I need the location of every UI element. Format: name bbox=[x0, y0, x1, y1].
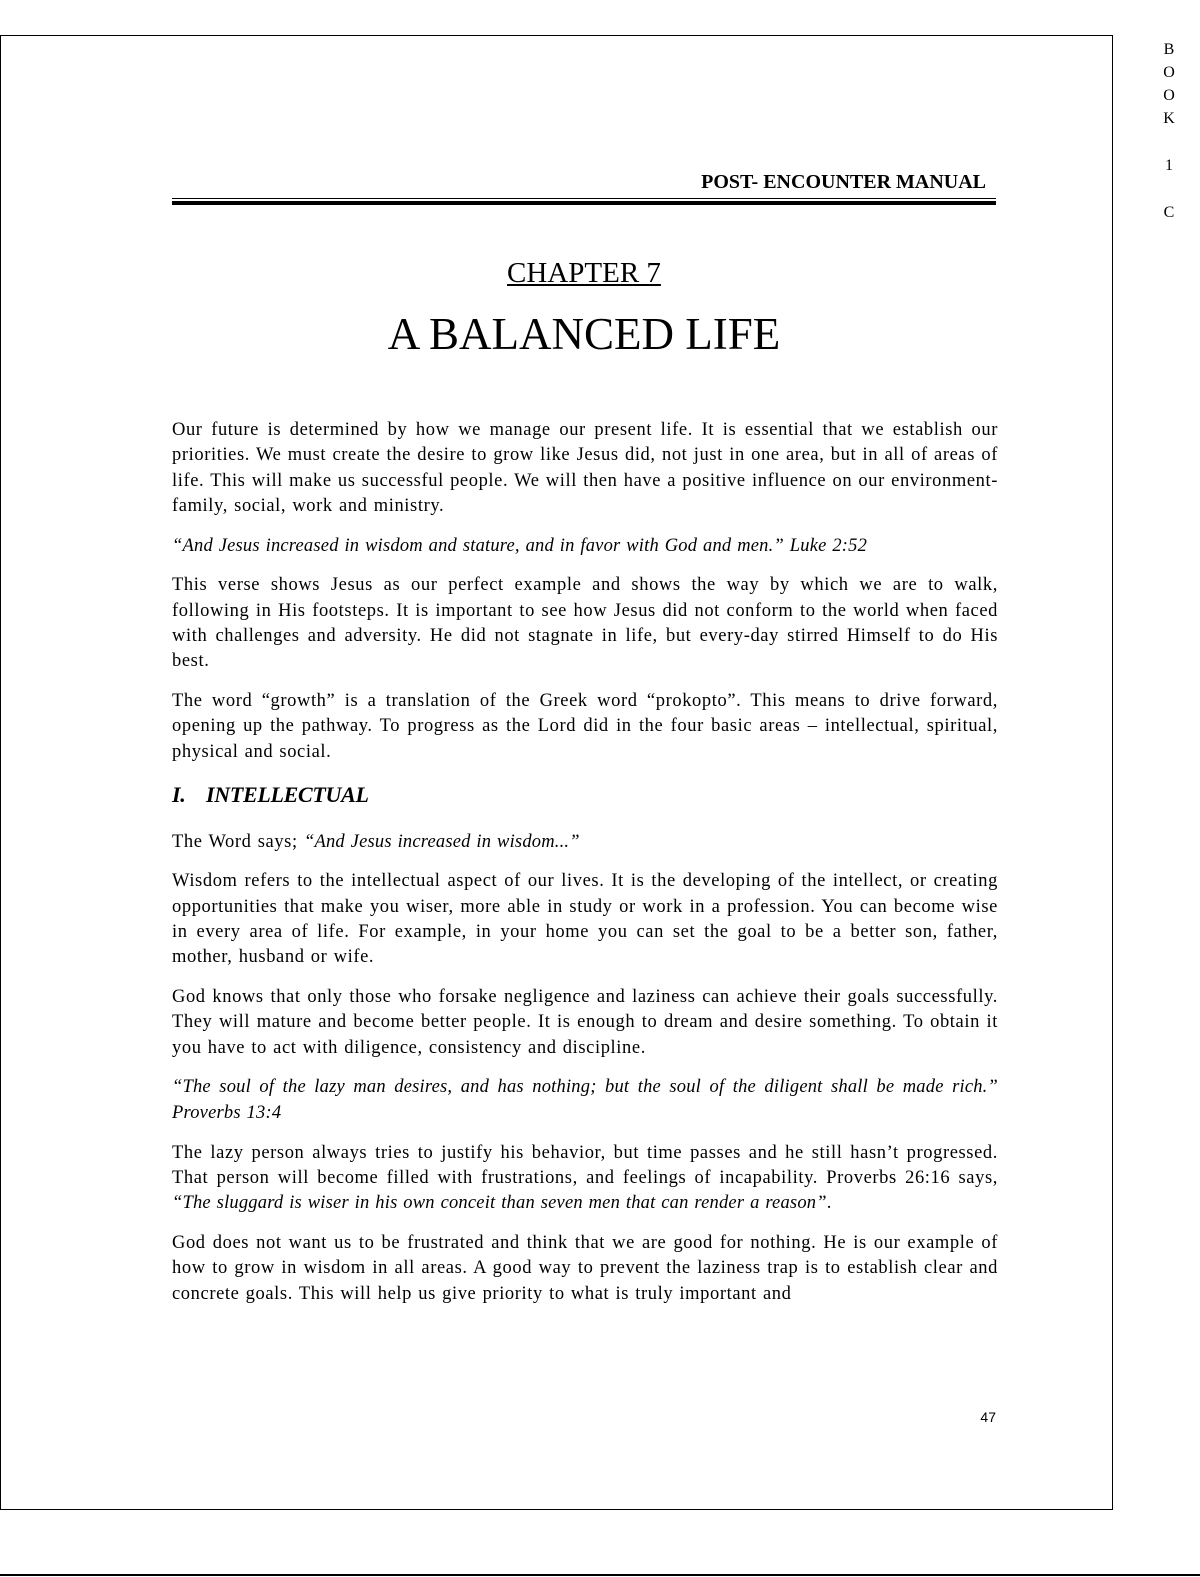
verse-quote: “And Jesus increased in wisdom and stature, and in favor with God and men.” Luke 2:52 bbox=[172, 535, 868, 556]
lazy-text: The lazy person always tries to justify his behavior, but time passes and he still hasn’t progressed. That person will become filled with frustrations, and feelings of incapability. Proverbs 26:16 says, bbox=[172, 1142, 998, 1188]
verse-quote: “The soul of the lazy man desires, and has nothing; but the soul of the diligent shall be made rich.” Proverbs 13:4 bbox=[172, 1077, 998, 1123]
bottom-border bbox=[0, 1574, 1200, 1576]
side-tab-book-letter: C bbox=[1163, 204, 1175, 221]
section-title: INTELLECTUAL bbox=[206, 781, 369, 807]
paragraph: God does not want us to be frustrated and think that we are good for nothing. He is our example of how to grow in wisdom in all areas. A good way to prevent the laziness trap is to establish clear and concrete goals. This will help us give priority to what is truly important and bbox=[172, 1232, 998, 1304]
side-tab-letter: B bbox=[1163, 41, 1175, 58]
paragraph: God knows that only those who forsake negligence and laziness can achieve their goals successfully. They will mature and become better people. It is enough to dream and desire something. To obtain it you have to act with diligence, consistency and discipline. bbox=[172, 987, 998, 1058]
manual-title: POST- ENCOUNTER MANUAL bbox=[701, 171, 986, 193]
side-tab-letter: O bbox=[1163, 87, 1175, 104]
lazy-quote: “The sluggard is wiser in his own conceit than seven men that can render a reason” bbox=[172, 1193, 827, 1214]
section-number: I. bbox=[172, 781, 186, 807]
side-tab-spacer bbox=[1157, 177, 1181, 201]
section-heading bbox=[172, 780, 998, 810]
paragraph: Wisdom refers to the intellectual aspect of our lives. It is the developing of the intellect, or creating opportunities that make you wiser, more able in study or work in a profession. You can become wise in every area of life. For example, in your home you can set the goal to be a better son, father, mother, husband or wife. bbox=[172, 871, 998, 968]
lazy-suffix: . bbox=[826, 1193, 832, 1214]
chapter-label: CHAPTER 7 bbox=[507, 257, 661, 289]
paragraph: The word “growth” is a translation of the Greek word “prokopto”. This means to drive forward, opening up the pathway. To progress as the Lord did in the four basic areas – intellectual, spiritual, physical and social. bbox=[172, 691, 998, 762]
book-side-tab bbox=[1157, 38, 1181, 224]
paragraph: This verse shows Jesus as our perfect example and shows the way by which we are to walk, following in His footsteps. It is important to see how Jesus did not conform to the world when faced with challenges and adversity. He did not stagnate in life, but every-day stirred Himself to do His best. bbox=[172, 575, 998, 672]
word-says-quote: “And Jesus increased in wisdom...” bbox=[303, 831, 580, 852]
word-says-paragraph bbox=[172, 830, 998, 855]
chapter-title: A BALANCED LIFE bbox=[387, 309, 781, 359]
intro-paragraph: Our future is determined by how we manage our present life. It is essential that we establish our priorities. We must create the desire to grow like Jesus did, not just in one area, but in all of areas of life. This will make us successful people. We will then have a positive influence on our environment-family, social, work and ministry. bbox=[172, 420, 998, 516]
side-tab-book-number: 1 bbox=[1165, 157, 1173, 174]
side-tab-letter: O bbox=[1163, 64, 1175, 81]
header-rule-thick bbox=[172, 201, 996, 205]
page-number: 47 bbox=[980, 1409, 996, 1425]
chapter-body bbox=[172, 418, 998, 1321]
lazy-paragraph bbox=[172, 1141, 998, 1217]
header-rule-thin bbox=[172, 198, 996, 199]
side-tab-spacer bbox=[1157, 130, 1181, 154]
word-says-prefix: The Word says; bbox=[172, 831, 304, 852]
running-header bbox=[172, 168, 996, 205]
side-tab-letter: K bbox=[1163, 110, 1175, 127]
